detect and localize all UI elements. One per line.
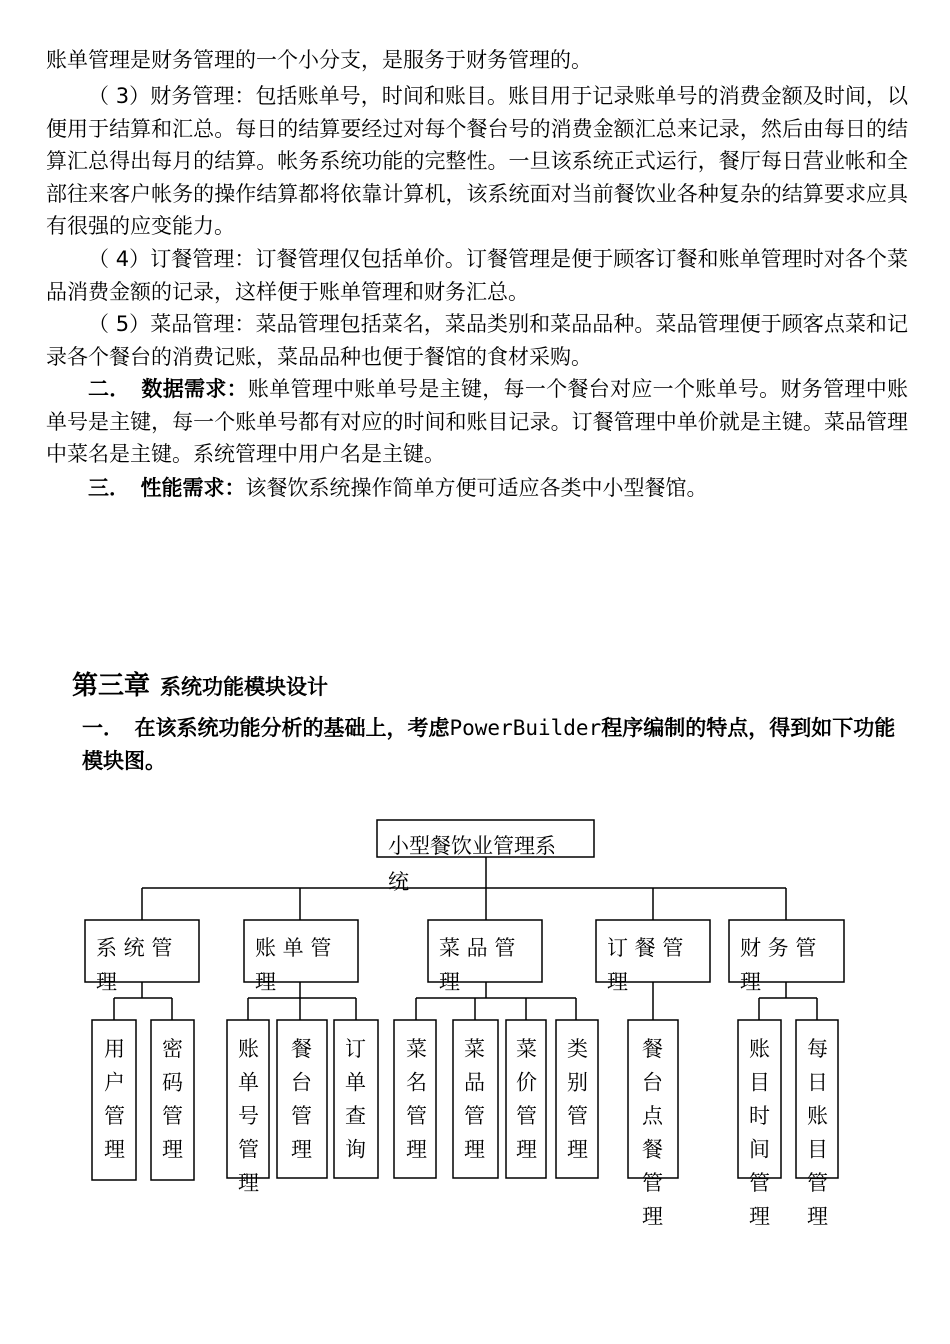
module-bill-label: 账 单 管	[255, 936, 332, 960]
performance-requirements-heading: 三． 性能需求：	[88, 476, 246, 500]
leaf-labels	[104, 1037, 828, 1229]
chapter-title: 系统功能模块设计	[160, 675, 329, 699]
leaf-dish-price-management: 菜价管理	[516, 1037, 537, 1162]
leaf-daily-account-management: 每日账目管理	[807, 1037, 828, 1229]
section-one-product: PowerBuilder	[449, 716, 602, 740]
section-one-tail: 程序编制的特点，得到如下功能模块图。	[82, 716, 896, 773]
leaf-dish-management: 菜品管理	[464, 1037, 485, 1162]
leaf-category-management: 类别管理	[567, 1037, 588, 1162]
leaf-bill-number-management: 账单号管理	[238, 1037, 259, 1195]
module-system-label-cont: 理	[96, 970, 117, 994]
module-order-label: 订 餐 管	[607, 936, 684, 960]
module-dish-label: 菜 品 管	[439, 936, 516, 960]
paragraph-bill-note: 账单管理是财务管理的一个小分支，是服务于财务管理的。	[46, 48, 592, 72]
data-requirements-body: 账单管理中账单号是主键，每一个餐台对应一个账单号。财务管理中账单号是主键，每一个账单号都有对应的时间和账目记录。订餐管理中单价就是主键。菜品管理中菜名是主键。系统管理中用户名是主键。	[46, 377, 908, 466]
module-dish-label-cont: 理	[439, 970, 460, 994]
module-finance-label-cont: 理	[740, 970, 761, 994]
performance-requirements-body: 该餐饮系统操作简单方便可适应各类中小型餐馆。	[245, 476, 708, 500]
module-bill-label-cont: 理	[255, 970, 276, 994]
paragraph-dish-management: （ 5）菜品管理：菜品管理包括菜名，菜品类别和菜品品种。菜品管理便于顾客点菜和记录各个餐台的消费记账，菜品品种也便于餐馆的食材采购。	[46, 312, 908, 369]
section-one-lead: 一． 在该系统功能分析的基础上，考虑	[82, 716, 450, 740]
leaf-dish-name-management: 菜名管理	[406, 1037, 427, 1162]
leaf-table-ordering-management: 餐台点餐管理	[642, 1037, 663, 1229]
module-order-label-cont: 理	[607, 970, 628, 994]
chapter-number: 第三章	[72, 671, 151, 701]
leaf-table-management: 餐台管理	[291, 1037, 312, 1162]
paragraph-finance-management: （ 3）财务管理：包括账单号，时间和账目。账目用于记录账单号的消费金额及时间，以便用于结算和汇总。每日的结算要经过对每个餐台号的消费金额汇总来记录，然后由每日的结算汇总得出每月的结算。帐务系统功能的完整性。一旦该系统正式运行，餐厅每日营业帐和全部往来客户帐务的操作结算都将依靠计算机，该系统面对当前餐饮业各种复杂的结算要求应具有很强的应变能力。	[46, 84, 908, 238]
leaf-user-management: 用户管理	[104, 1037, 125, 1162]
module-system-label: 系 统 管	[96, 936, 173, 960]
leaf-account-time-management: 账目时间管理	[749, 1037, 770, 1229]
root-label-line2: 统	[388, 870, 409, 894]
module-finance-label: 财 务 管	[740, 936, 817, 960]
leaf-password-management: 密码管理	[162, 1037, 183, 1162]
root-label-line1: 小型餐饮业管理系	[388, 834, 556, 858]
paragraph-order-management: （ 4）订餐管理：订餐管理仅包括单价。订餐管理是便于顾客订餐和账单管理时对各个菜品消费金额的记录，这样便于账单管理和财务汇总。	[46, 247, 908, 304]
data-requirements-heading: 二． 数据需求：	[88, 377, 248, 401]
leaf-order-query: 订单查询	[345, 1037, 366, 1162]
